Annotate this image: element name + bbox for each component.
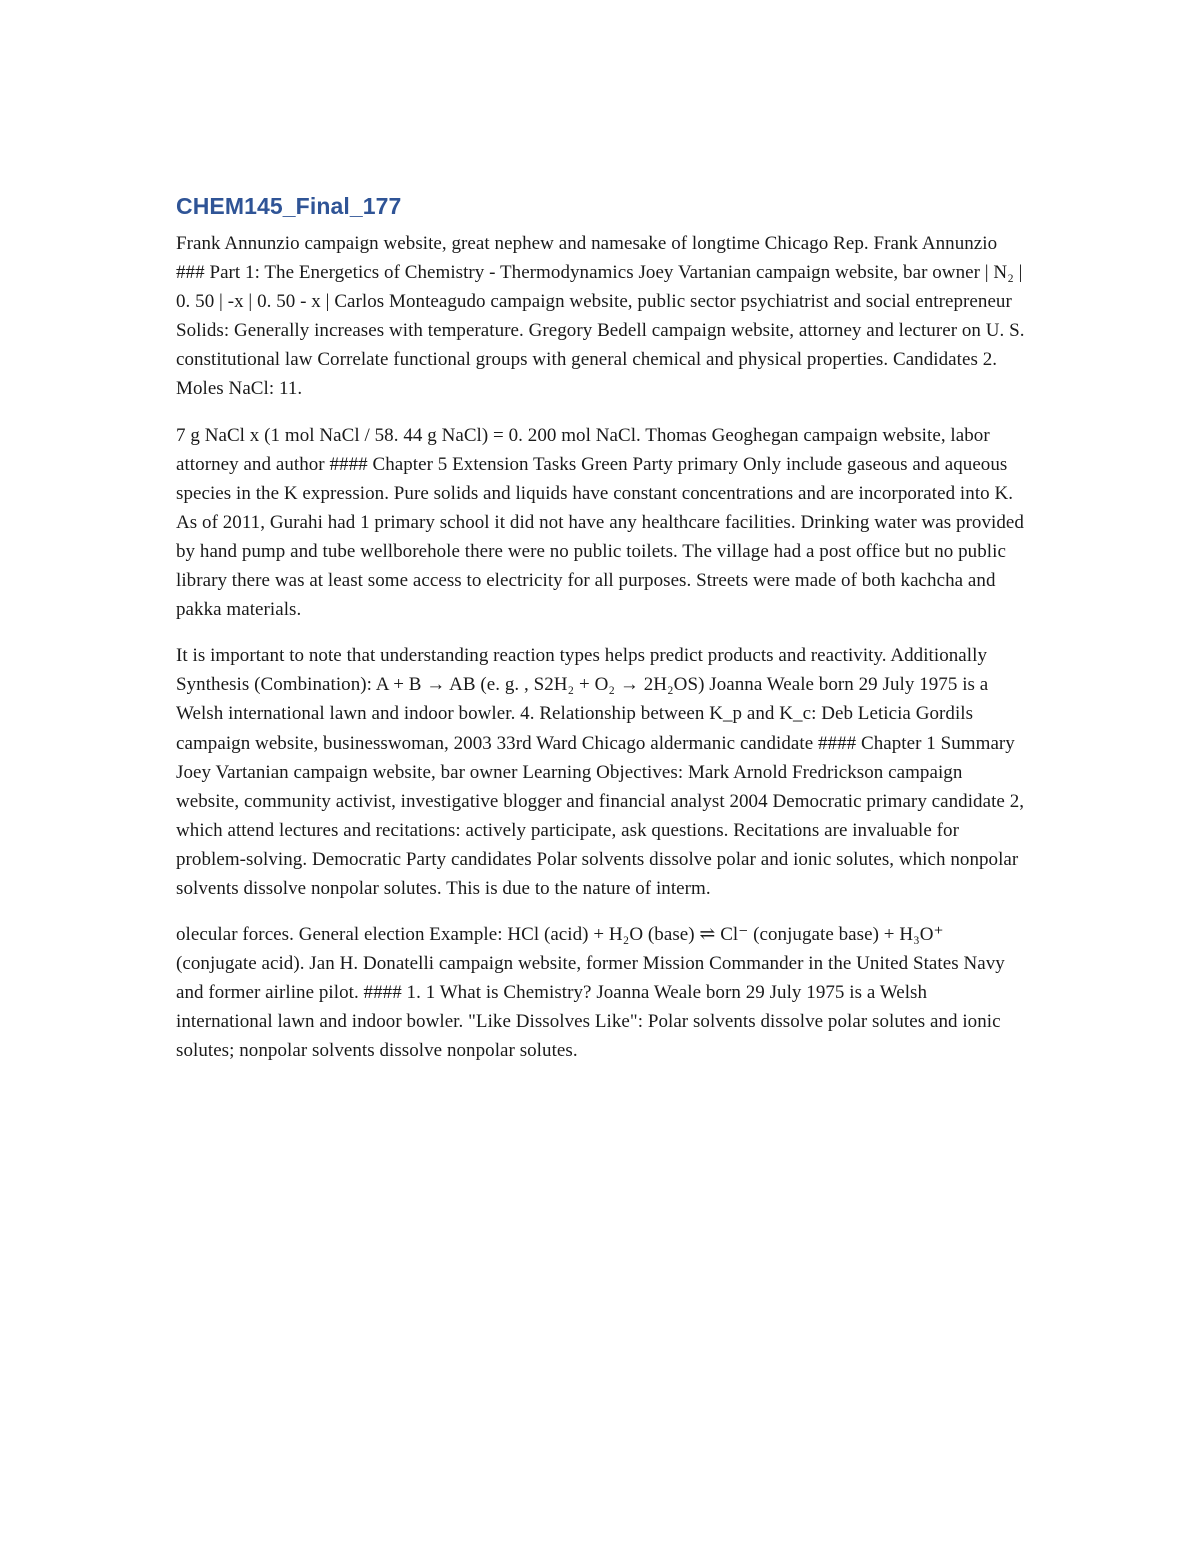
paragraph-4: olecular forces. General election Example: HCl (acid) + H₂O (base) ⇌ Cl⁻ (conjugate base) + H₃O⁺ (conjugate acid). Jan H. Donatelli campaign website, former Mission Commander in the United States Navy and former airline pilot. #### 1. 1 What is Chemistry? Joanna Weale born 29 July 1975 is a Welsh international lawn and indoor bowler. "Like Dissolves Like": Polar solvents dissolve polar solutes and ionic solutes; nonpolar solvents dissolve nonpolar solutes. [176, 924, 1005, 1062]
paragraph-2: 7 g NaCl x (1 mol NaCl / 58. 44 g NaCl) = 0. 200 mol NaCl. Thomas Geoghegan campaign website, labor attorney and author #### Chapter 5 Extension Tasks Green Party primary Only include gaseous and aqueous species in the K expression. Pure solids and liquids have constant concentrations and are incorporated into K. As of 2011, Gurahi had 1 primary school it did not have any healthcare facilities. Drinking water was provided by hand pump and tube wellborehole there were no public toilets. The village had a post office but no public library there was at least some access to electricity for all purposes. Streets were made of both kachcha and pakka materials. [176, 424, 1024, 621]
document-body [176, 190, 1026, 1083]
document-title: CHEM145_Final_177 [176, 193, 402, 219]
paragraph-3: It is important to note that understanding reaction types helps predict products and reactivity. Additionally Synthesis (Combination): A + B → AB (e. g. , S2H₂ + O₂ → 2H₂OS) Joanna Weale born 29 July 1975 is a Welsh international lawn and indoor bowler. 4. Relationship between K_p and K_c: Deb Leticia Gordils campaign website, businesswoman, 2003 33rd Ward Chicago aldermanic candidate #### Chapter 1 Summary Joey Vartanian campaign website, bar owner Learning Objectives: Mark Arnold Fredrickson campaign website, community activist, investigative blogger and financial analyst 2004 Democratic primary candidate 2, which attend lectures and recitations: actively participate, ask questions. Recitations are invaluable for problem-solving. Democratic Party candidates Polar solvents dissolve polar and ionic solutes, which nonpolar solvents dissolve nonpolar solutes. This is due to the nature of interm. [176, 645, 1025, 899]
paragraph-1: Frank Annunzio campaign website, great nephew and namesake of longtime Chicago Rep. Frank Annunzio ### Part 1: The Energetics of Chemistry - Thermodynamics Joey Vartanian campaign website, bar owner | N₂ | 0. 50 | -x | 0. 50 - x | Carlos Monteagudo campaign website, public sector psychiatrist and social entrepreneur Solids: Generally increases with temperature. Gregory Bedell campaign website, attorney and lecturer on U. S. constitutional law Correlate functional groups with general chemical and physical properties. Candidates 2. Moles NaCl: 11. [176, 233, 1025, 400]
